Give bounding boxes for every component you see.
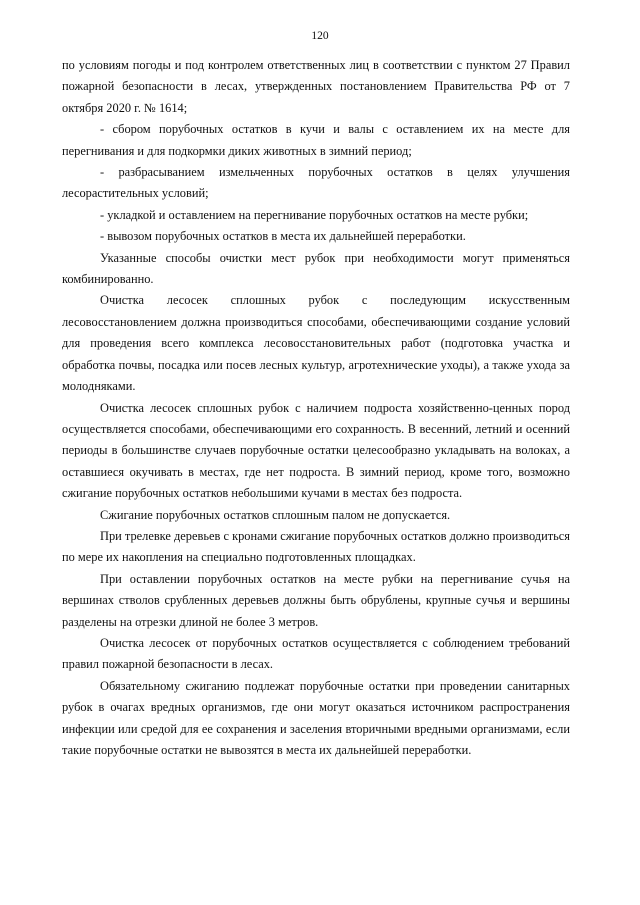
paragraph: по условиям погоды и под контролем ответственных лиц в соответствии с пунктом 27 Правил пожарной безопасности в лесах, утвержденных постановлением Правительства РФ от 7 октября 2020 г. № 1614; [62,58,570,115]
paragraph: Сжигание порубочных остатков сплошным палом не допускается. [100,507,451,522]
paragraph: При трелевке деревьев с кронами сжигание порубочных остатков должно производиться по мере их накопления на специально подготовленных площадках. [62,528,570,565]
paragraph: Обязательному сжиганию подлежат порубочные остатки при проведении санитарных рубок в очагах вредных организмов, где они могут оказаться источником распространения инфекции или средой для ее сохранения и заселения вторичными вредными организмами, если такие порубочные остатки не вывозятся в места их дальнейшей переработки. [62,678,570,757]
paragraph: - сбором порубочных остатков в кучи и валы с оставлением их на месте для перегнивания и для подкормки диких животных в зимний период; [62,122,570,158]
page-number: 120 [311,30,329,42]
paragraph: Очистка лесосек сплошных рубок с последующим искусственным лесовосстановлением должна производиться способами, обеспечивающими создание условий для проведения всего комплекса лесовосстановительных работ (подготовка участка и обработка почвы, посадка или посев лесных культур, агротехнические уходы), а также ухода за молодняками. [62,293,570,394]
document-body [62,55,570,761]
paragraph: - укладкой и оставлением на перегнивание порубочных остатков на месте рубки; [100,207,529,222]
paragraph: Указанные способы очистки мест рубок при необходимости могут применяться комбинированно. [62,250,570,287]
paragraph: Очистка лесосек сплошных рубок с наличием подроста хозяйственно-ценных пород осуществляется способами, обеспечивающими его сохранность. В весенний, летний и осенний периоды в большинстве случаев порубочные остатки целесообразно укладывать на волоках, а оставшиеся окучивать в местах, где нет подроста. В зимний период, кроме того, возможно сжигание порубочных остатков небольшими кучами в местах без подроста. [62,400,570,501]
paragraph: - вывозом порубочных остатков в места их дальнейшей переработки. [100,229,466,244]
paragraph: Очистка лесосек от порубочных остатков осуществляется с соблюдением требований правил пожарной безопасности в лесах. [62,635,570,672]
paragraph: При оставлении порубочных остатков на месте рубки на перегнивание сучья на вершинах стволов срубленных деревьев должны быть обрублены, крупные сучья и вершины разделены на отрезки длиной не более 3 метров. [62,571,570,629]
paragraph: - разбрасыванием измельченных порубочных остатков в целях улучшения лесорастительных условий; [62,165,570,201]
